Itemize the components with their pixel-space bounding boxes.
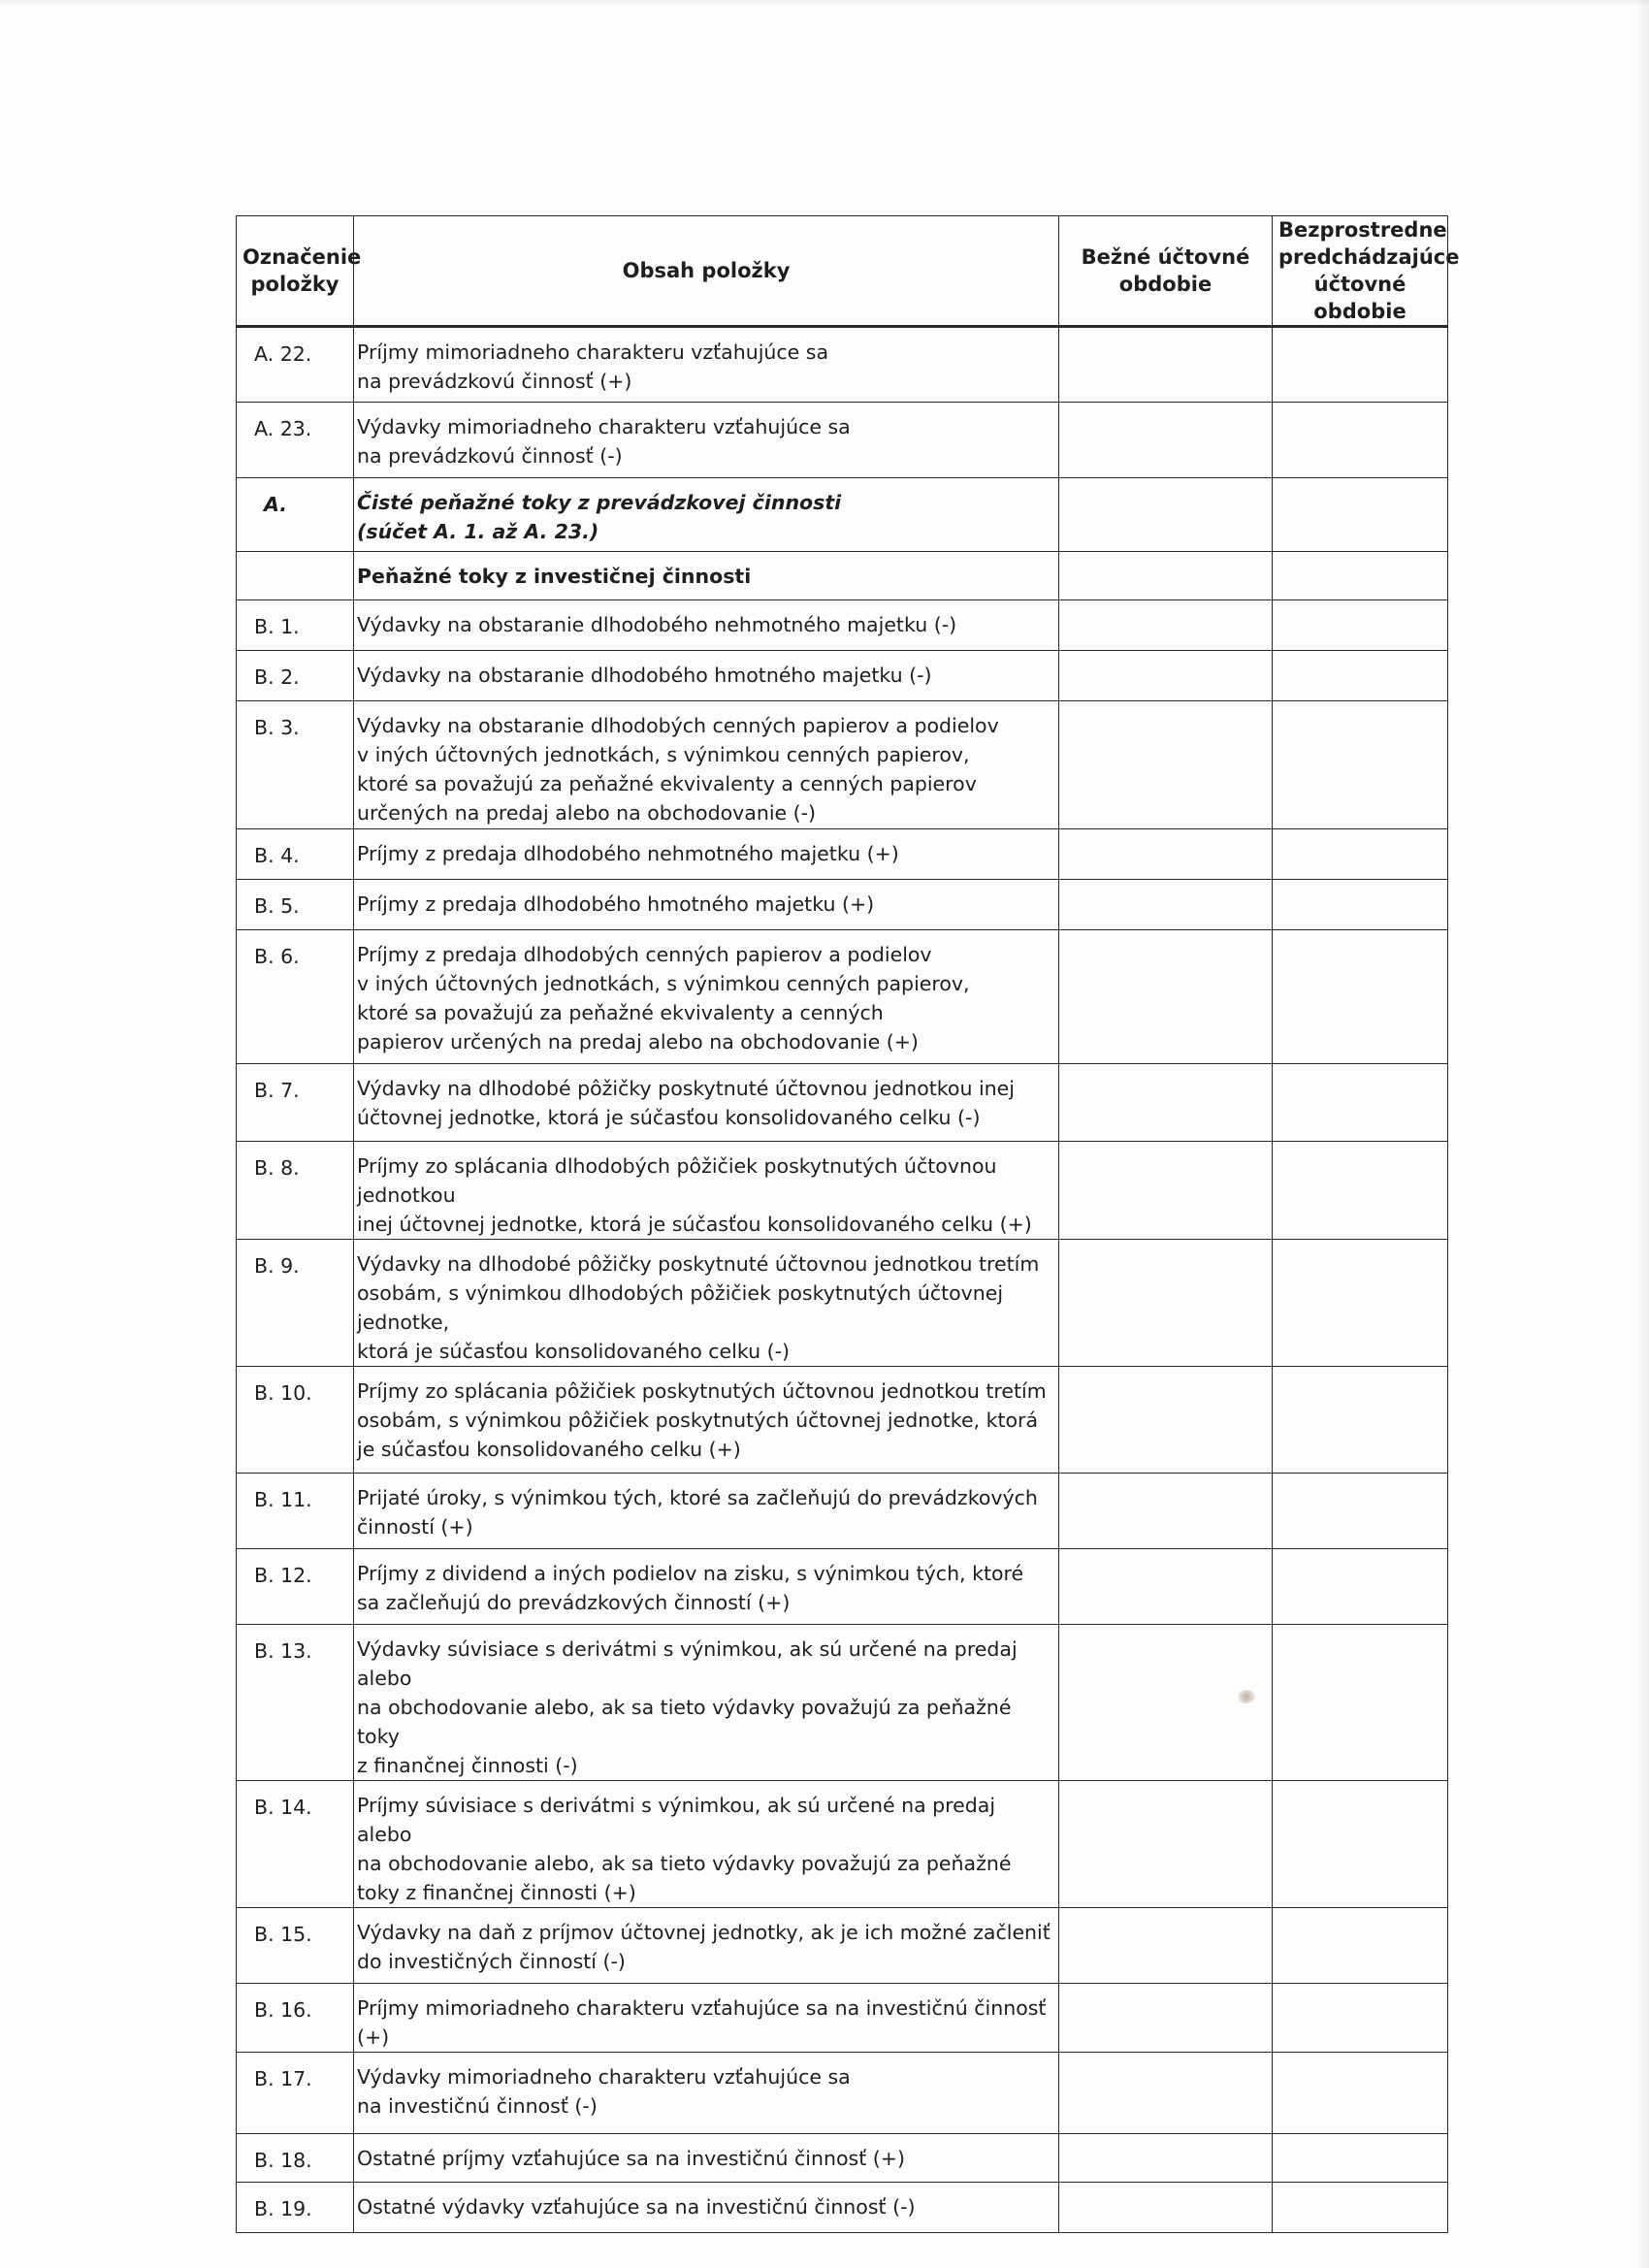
table-row [237,1549,1448,1625]
previous-period-value [1273,1549,1448,1625]
row-code: B. 14. [237,1781,354,1908]
previous-period-value [1273,1142,1448,1240]
row-code: B. 19. [237,2183,354,2233]
row-code: B. 9. [237,1240,354,1367]
row-content: Príjmy súvisiace s derivátmi s výnimkou, ak sú určené na predaj alebo na obchodovanie alebo, ak sa tieto výdavky považujú za peňažné toky z finančnej činnosti (+) [354,1781,1059,1908]
table-row [237,600,1448,651]
current-period-value [1059,1781,1273,1908]
row-content: Príjmy zo splácania pôžičiek poskytnutých účtovnou jednotkou tretím osobám, s výnimkou pôžičiek poskytnutých účtovnej jednotke, ktorá je súčasťou konsolidovaného celku (+) [354,1367,1059,1474]
row-code: B. 18. [237,2134,354,2183]
row-content: Výdavky na dlhodobé pôžičky poskytnuté účtovnou jednotkou tretím osobám, s výnimkou dlhodobých pôžičiek poskytnutých účtovnej jednotke, ktorá je súčasťou konsolidovaného celku (-) [354,1240,1059,1367]
row-code: B. 12. [237,1549,354,1625]
current-period-value [1059,1625,1273,1781]
row-content: Čisté peňažné toky z prevádzkovej činnosti (súčet A. 1. až A. 23.) [354,478,1059,552]
table-row [237,930,1448,1064]
current-period-value [1059,651,1273,701]
table-row [237,1625,1448,1781]
previous-period-value [1273,600,1448,651]
current-period-value [1059,552,1273,600]
scan-top-shade [0,0,1649,6]
previous-period-value [1273,880,1448,930]
current-period-value [1059,1142,1273,1240]
row-code: B. 8. [237,1142,354,1240]
previous-period-value [1273,651,1448,701]
row-content: Výdavky na obstaranie dlhodobých cenných papierov a podielov v iných účtovných jednotkách, s výnimkou cenných papierov, ktoré sa považujú za peňažné ekvivalenty a cenných papierov určených na predaj alebo na obchodovanie (-) [354,701,1059,829]
row-content: Príjmy z dividend a iných podielov na zisku, s výnimkou tých, ktoré sa začleňujú do prevádzkových činností (+) [354,1549,1059,1625]
row-code: B. 5. [237,880,354,930]
previous-period-value [1273,478,1448,552]
cash-flow-table [236,215,1460,2233]
previous-period-value [1273,327,1448,403]
header-current-period: Bežné účtovné obdobie [1059,216,1273,327]
current-period-value [1059,600,1273,651]
current-period-value [1059,478,1273,552]
table-row [237,1367,1448,1474]
current-period-value [1059,930,1273,1064]
row-code: B. 3. [237,701,354,829]
previous-period-value [1273,930,1448,1064]
table-row [237,651,1448,701]
row-code: A. [237,478,354,552]
table-row [237,829,1448,880]
row-content: Výdavky mimoriadneho charakteru vzťahujúce sa na prevádzkovú činnosť (-) [354,403,1059,478]
previous-period-value [1273,829,1448,880]
scan-edge-shadow [1635,0,1649,2268]
current-period-value [1059,2053,1273,2134]
previous-period-value [1273,1240,1448,1367]
table-row [237,1240,1448,1367]
current-period-value [1059,1908,1273,1984]
row-code: B. 13. [237,1625,354,1781]
previous-period-value [1273,1367,1448,1474]
table-body [237,327,1448,2233]
table-row [237,880,1448,930]
table-row [237,403,1448,478]
row-content: Výdavky na obstaranie dlhodobého hmotného majetku (-) [354,651,1059,701]
row-code: B. 17. [237,2053,354,2134]
scan-smudge [1238,1690,1255,1703]
row-content: Výdavky súvisiace s derivátmi s výnimkou, ak sú určené na predaj alebo na obchodovanie alebo, ak sa tieto výdavky považujú za peňažné toky z finančnej činnosti (-) [354,1625,1059,1781]
table-row [237,1474,1448,1549]
table-row [237,1064,1448,1142]
previous-period-value [1273,701,1448,829]
row-content: Výdavky na obstaranie dlhodobého nehmotného majetku (-) [354,600,1059,651]
current-period-value [1059,1367,1273,1474]
previous-period-value [1273,2183,1448,2233]
row-content: Výdavky mimoriadneho charakteru vzťahujúce sa na investičnú činnosť (-) [354,2053,1059,2134]
row-code: A. 22. [237,327,354,403]
row-content: Ostatné výdavky vzťahujúce sa na investičnú činnosť (-) [354,2183,1059,2233]
table-row [237,701,1448,829]
table-row [237,1142,1448,1240]
row-code: B. 2. [237,651,354,701]
current-period-value [1059,1474,1273,1549]
row-content: Príjmy z predaja dlhodobého hmotného majetku (+) [354,880,1059,930]
row-content: Príjmy mimoriadneho charakteru vzťahujúce sa na investičnú činnosť (+) [354,1984,1059,2053]
current-period-value [1059,829,1273,880]
current-period-value [1059,880,1273,930]
previous-period-value [1273,2134,1448,2183]
table-row [237,1984,1448,2053]
current-period-value [1059,1240,1273,1367]
table-row [237,2183,1448,2233]
row-content: Príjmy z predaja dlhodobého nehmotného majetku (+) [354,829,1059,880]
header-previous-period: Bezprostredne predchádzajúce účtovné obdobie [1273,216,1448,327]
row-code: B. 1. [237,600,354,651]
table-row [237,327,1448,403]
previous-period-value [1273,552,1448,600]
header-code: Označenie položky [237,216,354,327]
current-period-value [1059,1064,1273,1142]
current-period-value [1059,1549,1273,1625]
row-content: Prijaté úroky, s výnimkou tých, ktoré sa začleňujú do prevádzkových činností (+) [354,1474,1059,1549]
current-period-value [1059,2134,1273,2183]
row-code: B. 10. [237,1367,354,1474]
row-code: B. 11. [237,1474,354,1549]
table-header [237,216,1460,327]
previous-period-value [1273,1908,1448,1984]
row-content: Peňažné toky z investičnej činnosti [354,552,1059,600]
current-period-value [1059,403,1273,478]
row-content: Ostatné príjmy vzťahujúce sa na investičnú činnosť (+) [354,2134,1059,2183]
table-row [237,478,1448,552]
table-row [237,2134,1448,2183]
row-code: B. 16. [237,1984,354,2053]
table-row [237,1908,1448,1984]
row-code: B. 15. [237,1908,354,1984]
current-period-value [1059,327,1273,403]
table-row [237,1781,1448,1908]
table-row [237,552,1448,600]
table-row [237,2053,1448,2134]
current-period-value [1059,1984,1273,2053]
row-content: Výdavky na dlhodobé pôžičky poskytnuté účtovnou jednotkou inej účtovnej jednotke, ktorá je súčasťou konsolidovaného celku (-) [354,1064,1059,1142]
current-period-value [1059,701,1273,829]
header-content: Obsah položky [354,216,1059,327]
previous-period-value [1273,2053,1448,2134]
row-code: B. 6. [237,930,354,1064]
row-content: Príjmy z predaja dlhodobých cenných papierov a podielov v iných účtovných jednotkách, s výnimkou cenných papierov, ktoré sa považujú za peňažné ekvivalenty a cenných papierov určených na predaj alebo na obchodovanie (+) [354,930,1059,1064]
previous-period-value [1273,403,1448,478]
previous-period-value [1273,1984,1448,2053]
row-code [237,552,354,600]
row-code: A. 23. [237,403,354,478]
previous-period-value [1273,1064,1448,1142]
row-code: B. 4. [237,829,354,880]
previous-period-value [1273,1781,1448,1908]
header-row [237,216,1448,327]
row-content: Výdavky na daň z príjmov účtovnej jednotky, ak je ich možné začleniť do investičných činností (-) [354,1908,1059,1984]
row-content: Príjmy zo splácania dlhodobých pôžičiek poskytnutých účtovnou jednotkou inej účtovnej jednotke, ktorá je súčasťou konsolidovaného celku (+) [354,1142,1059,1240]
current-period-value [1059,2183,1273,2233]
previous-period-value [1273,1474,1448,1549]
previous-period-value [1273,1625,1448,1781]
row-content: Príjmy mimoriadneho charakteru vzťahujúce sa na prevádzkovú činnosť (+) [354,327,1059,403]
row-code: B. 7. [237,1064,354,1142]
